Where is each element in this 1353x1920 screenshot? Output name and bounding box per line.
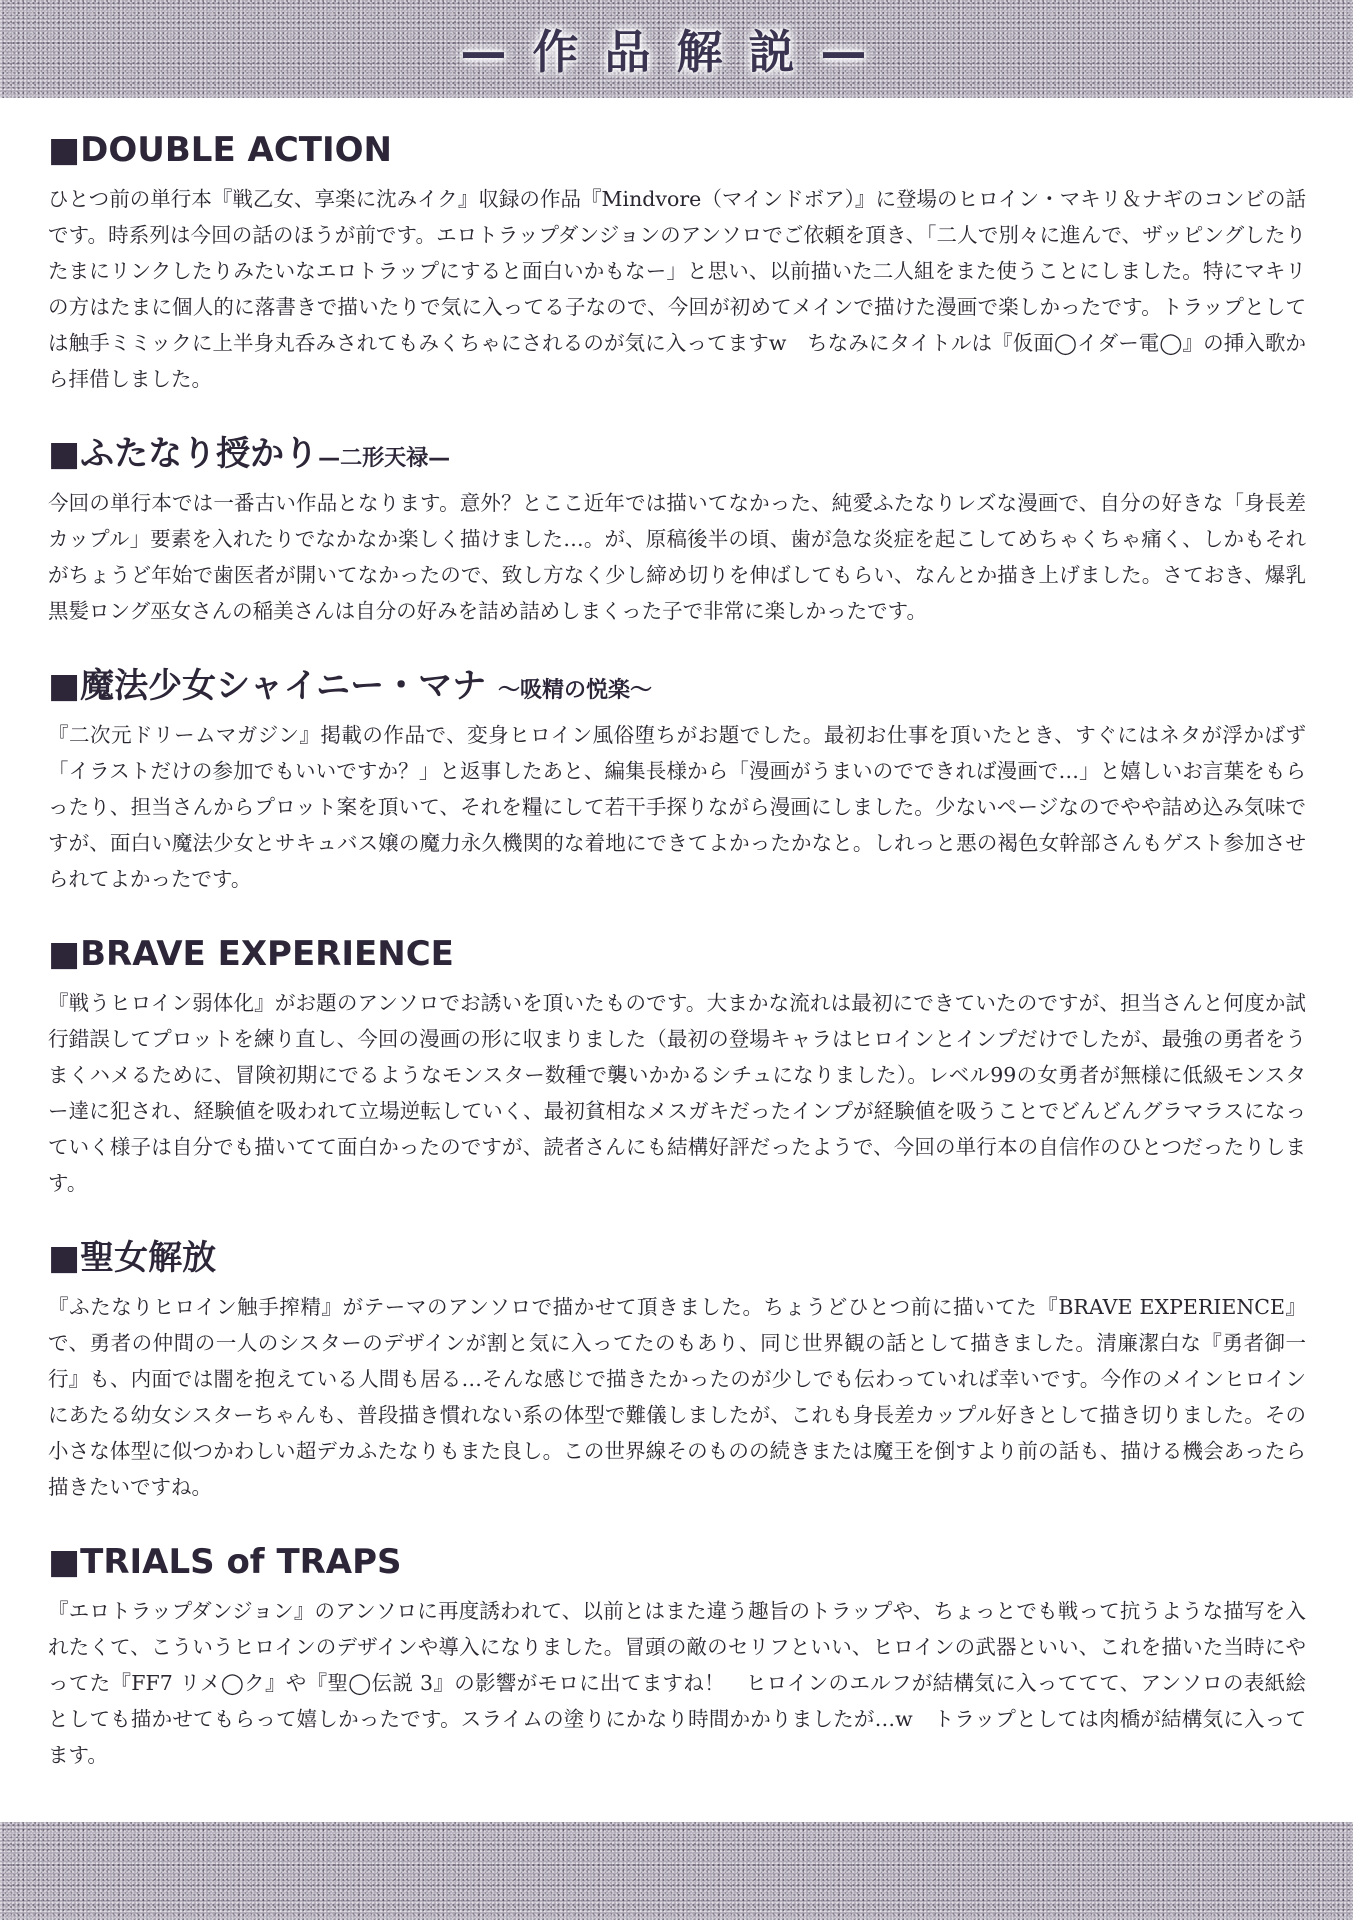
section-seijo-kaihou [48, 1236, 1306, 1505]
section-trials-of-traps [48, 1540, 1306, 1773]
footer-band [0, 1822, 1353, 1920]
section-body: 『エロトラップダンジョン』のアンソロに再度誘われて、以前とはまた違う趣旨のトラップや、ちょっとでも戦って抗うような描写を入れたくて、こういうヒロインのデザインや導入になりました。冒頭の敵のセリフといい、ヒロインの武器といい、これを描いた当時にやってた『FF7 リメ◯ク』や『聖◯伝説 3』の影響がモロに出てますね！ ヒロインのエルフが結構気に入っててて、アンソロの表紙絵としても描かせてもらって嬉しかったです。スライムの塗りにかなり時間かかりましたが…w トラップとしては肉橋が結構気に入ってます。 [48, 1599, 1306, 1767]
section-heading [48, 664, 1306, 713]
section-title: ■TRIALS of TRAPS [48, 1542, 402, 1582]
section-title: ■聖女解放 [48, 1238, 217, 1278]
commentary-content [48, 128, 1306, 1808]
section-title: ■ふたなり授かり [48, 434, 319, 474]
section-heading [48, 432, 1306, 481]
section-double-action [48, 128, 1306, 397]
section-heading [48, 932, 1306, 981]
section-body: 『ふたなりヒロイン触手搾精』がテーマのアンソロで描かせて頂きました。ちょうどひとつ前に描いてた『BRAVE EXPERIENCE』で、勇者の仲間の一人のシスターのデザインが割と気に入ってたのもあり、同じ世界観の話として描きました。清廉潔白な『勇者御一行』も、内面では闇を抱えている人間も居る…そんな感じで描きたかったのが少しでも伝わっていれば幸いです。今作のメインヒロインにあたる幼女シスターちゃんも、普段描き慣れない系の体型で難儀しましたが、これも身長差カップル好きとして描き切りました。その小さな体型に似つかわしい超デカふたなりもまた良し。この世界線そのものの続きまたは魔王を倒すより前の話も、描ける機会あったら描きたいですね。 [48, 1295, 1306, 1499]
section-body: ひとつ前の単行本『戦乙女、享楽に沈みイク』収録の作品『Mindvore（マインドボア）』に登場のヒロイン・マキリ＆ナギのコンビの話です。時系列は今回の話のほうが前です。エロトラップダンジョンのアンソロでご依頼を頂き、「二人で別々に進んで、ザッピングしたりたまにリンクしたりみたいなエロトラップにすると面白いかもなー」と思い、以前描いた二人組をまた使うことにしました。特にマキリの方はたまに個人的に落書きで描いたりで気に入ってる子なので、今回が初めてメインで描けた漫画で楽しかったです。トラップとしては触手ミミックに上半身丸呑みされてもみくちゃにされるのが気に入ってますw ちなみにタイトルは『仮面◯イダー電◯』の挿入歌から拝借しました。 [48, 187, 1306, 391]
section-body: 『二次元ドリームマガジン』掲載の作品で、変身ヒロイン風俗堕ちがお題でした。最初お仕事を頂いたとき、すぐにはネタが浮かばず「イラストだけの参加でもいいですか？」と返事したあと、編集長様から「漫画がうまいのでできれば漫画で…」と嬉しいお言葉をもらったり、担当さんからプロット案を頂いて、それを糧にして若干手探りながら漫画にしました。少ないページなのでやや詰め込み気味ですが、面白い魔法少女とサキュバス嬢の魔力永久機関的な着地にできてよかったかなと。しれっと悪の褐色女幹部さんもゲスト参加させられてよかったです。 [48, 723, 1306, 891]
section-title: ■魔法少女シャイニー・マナ [48, 666, 487, 706]
section-heading [48, 1236, 1306, 1285]
section-futanari-sazukari [48, 432, 1306, 629]
section-title: ■DOUBLE ACTION [48, 130, 392, 170]
section-body: 『戦うヒロイン弱体化』がお題のアンソロでお誘いを頂いたものです。大まかな流れは最初にできていたのですが、担当さんと何度か試行錯誤してプロットを練り直し、今回の漫画の形に収まりました（最初の登場キャラはヒロインとインプだけでしたが、最強の勇者をうまくハメるために、冒険初期にでるようなモンスター数種で襲いかかるシチュになりました）。レベル99の女勇者が無様に低級モンスター達に犯され、経験値を吸われて立場逆転していく、最初貧相なメスガキだったインプが経験値を吸うことでどんどんグラマラスになっていく様子は自分でも描いてて面白かったのですが、読者さんにも結構好評だったようで、今回の単行本の自信作のひとつだったりします。 [48, 991, 1306, 1195]
section-heading [48, 1540, 1306, 1589]
section-subtitle: —二形天禄— [318, 446, 451, 471]
section-title: ■BRAVE EXPERIENCE [48, 934, 454, 974]
page-title: —作品解説— [460, 25, 893, 79]
section-brave-experience [48, 932, 1306, 1201]
section-shiny-mana [48, 664, 1306, 897]
section-heading [48, 128, 1306, 177]
section-subtitle: ～吸精の悦楽～ [497, 678, 652, 703]
header-band [0, 0, 1353, 98]
section-body: 今回の単行本では一番古い作品となります。意外？とここ近年では描いてなかった、純愛ふたなりレズな漫画で、自分の好きな「身長差カップル」要素を入れたりでなかなか楽しく描けました…。が、原稿後半の頃、歯が急な炎症を起こしてめちゃくちゃ痛く、しかもそれがちょうど年始で歯医者が開いてなかったので、致し方なく少し締め切りを伸ばしてもらい、なんとか描き上げました。さておき、爆乳黒髪ロング巫女さんの稲美さんは自分の好みを詰め詰めしまくった子で非常に楽しかったです。 [48, 491, 1306, 623]
